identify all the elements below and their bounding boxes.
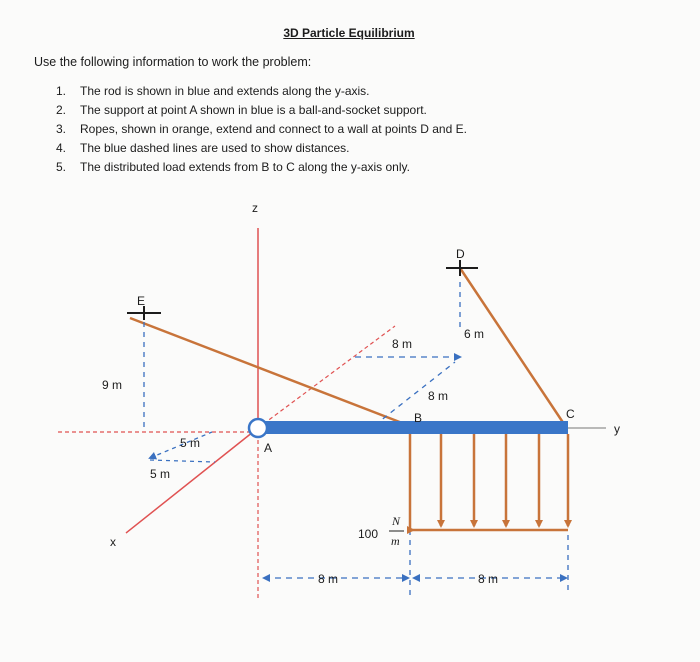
dim-6m-label: 6 m	[464, 327, 485, 341]
rope-e-to-b	[130, 318, 413, 426]
point-a-label: A	[264, 441, 273, 455]
load-unit-numerator: N	[392, 514, 401, 528]
dim-9m-label: 9 m	[102, 378, 123, 392]
point-e-label: E	[137, 294, 146, 308]
dim-line-5m	[150, 460, 215, 462]
point-c-label: C	[566, 407, 575, 421]
dim-8m-bottom-left-label: 8 m	[318, 572, 339, 586]
axis-y-label: y	[614, 422, 620, 436]
point-b-label: B	[414, 411, 423, 425]
intro-text: Use the following information to work the problem:	[34, 55, 312, 69]
point-d-label: D	[456, 247, 465, 261]
instruction-item: 3. Ropes, shown in orange, extend and connect to a wall at points D and E.	[56, 122, 467, 136]
instruction-item: 4. The blue dashed lines are used to show distances.	[56, 141, 350, 155]
instruction-item: 1. The rod is shown in blue and extends along the y-axis.	[56, 84, 370, 98]
dim-8m-top-label: 8 m	[392, 337, 413, 351]
dim-8m-diagonal-label: 8 m	[428, 389, 449, 403]
instruction-item: 2. The support at point A shown in blue is a ball-and-socket support.	[56, 103, 427, 117]
axis-x-label: x	[110, 535, 116, 549]
instruction-item: 5. The distributed load extends from B to C along the y-axis only.	[56, 160, 410, 174]
dim-5m-label: 5 m	[150, 467, 171, 481]
rod	[258, 421, 568, 434]
dim-8m-bottom-right-label: 8 m	[478, 572, 499, 586]
rope-d-to-c	[460, 268, 566, 427]
load-value-label: 100	[358, 527, 379, 541]
ball-socket-support	[249, 419, 267, 437]
load-unit-denominator: m	[391, 534, 400, 548]
dim-5m-diagonal-label: 5 m	[180, 436, 201, 450]
page-title: 3D Particle Equilibrium	[283, 26, 415, 40]
axis-z-label: z	[252, 201, 258, 215]
